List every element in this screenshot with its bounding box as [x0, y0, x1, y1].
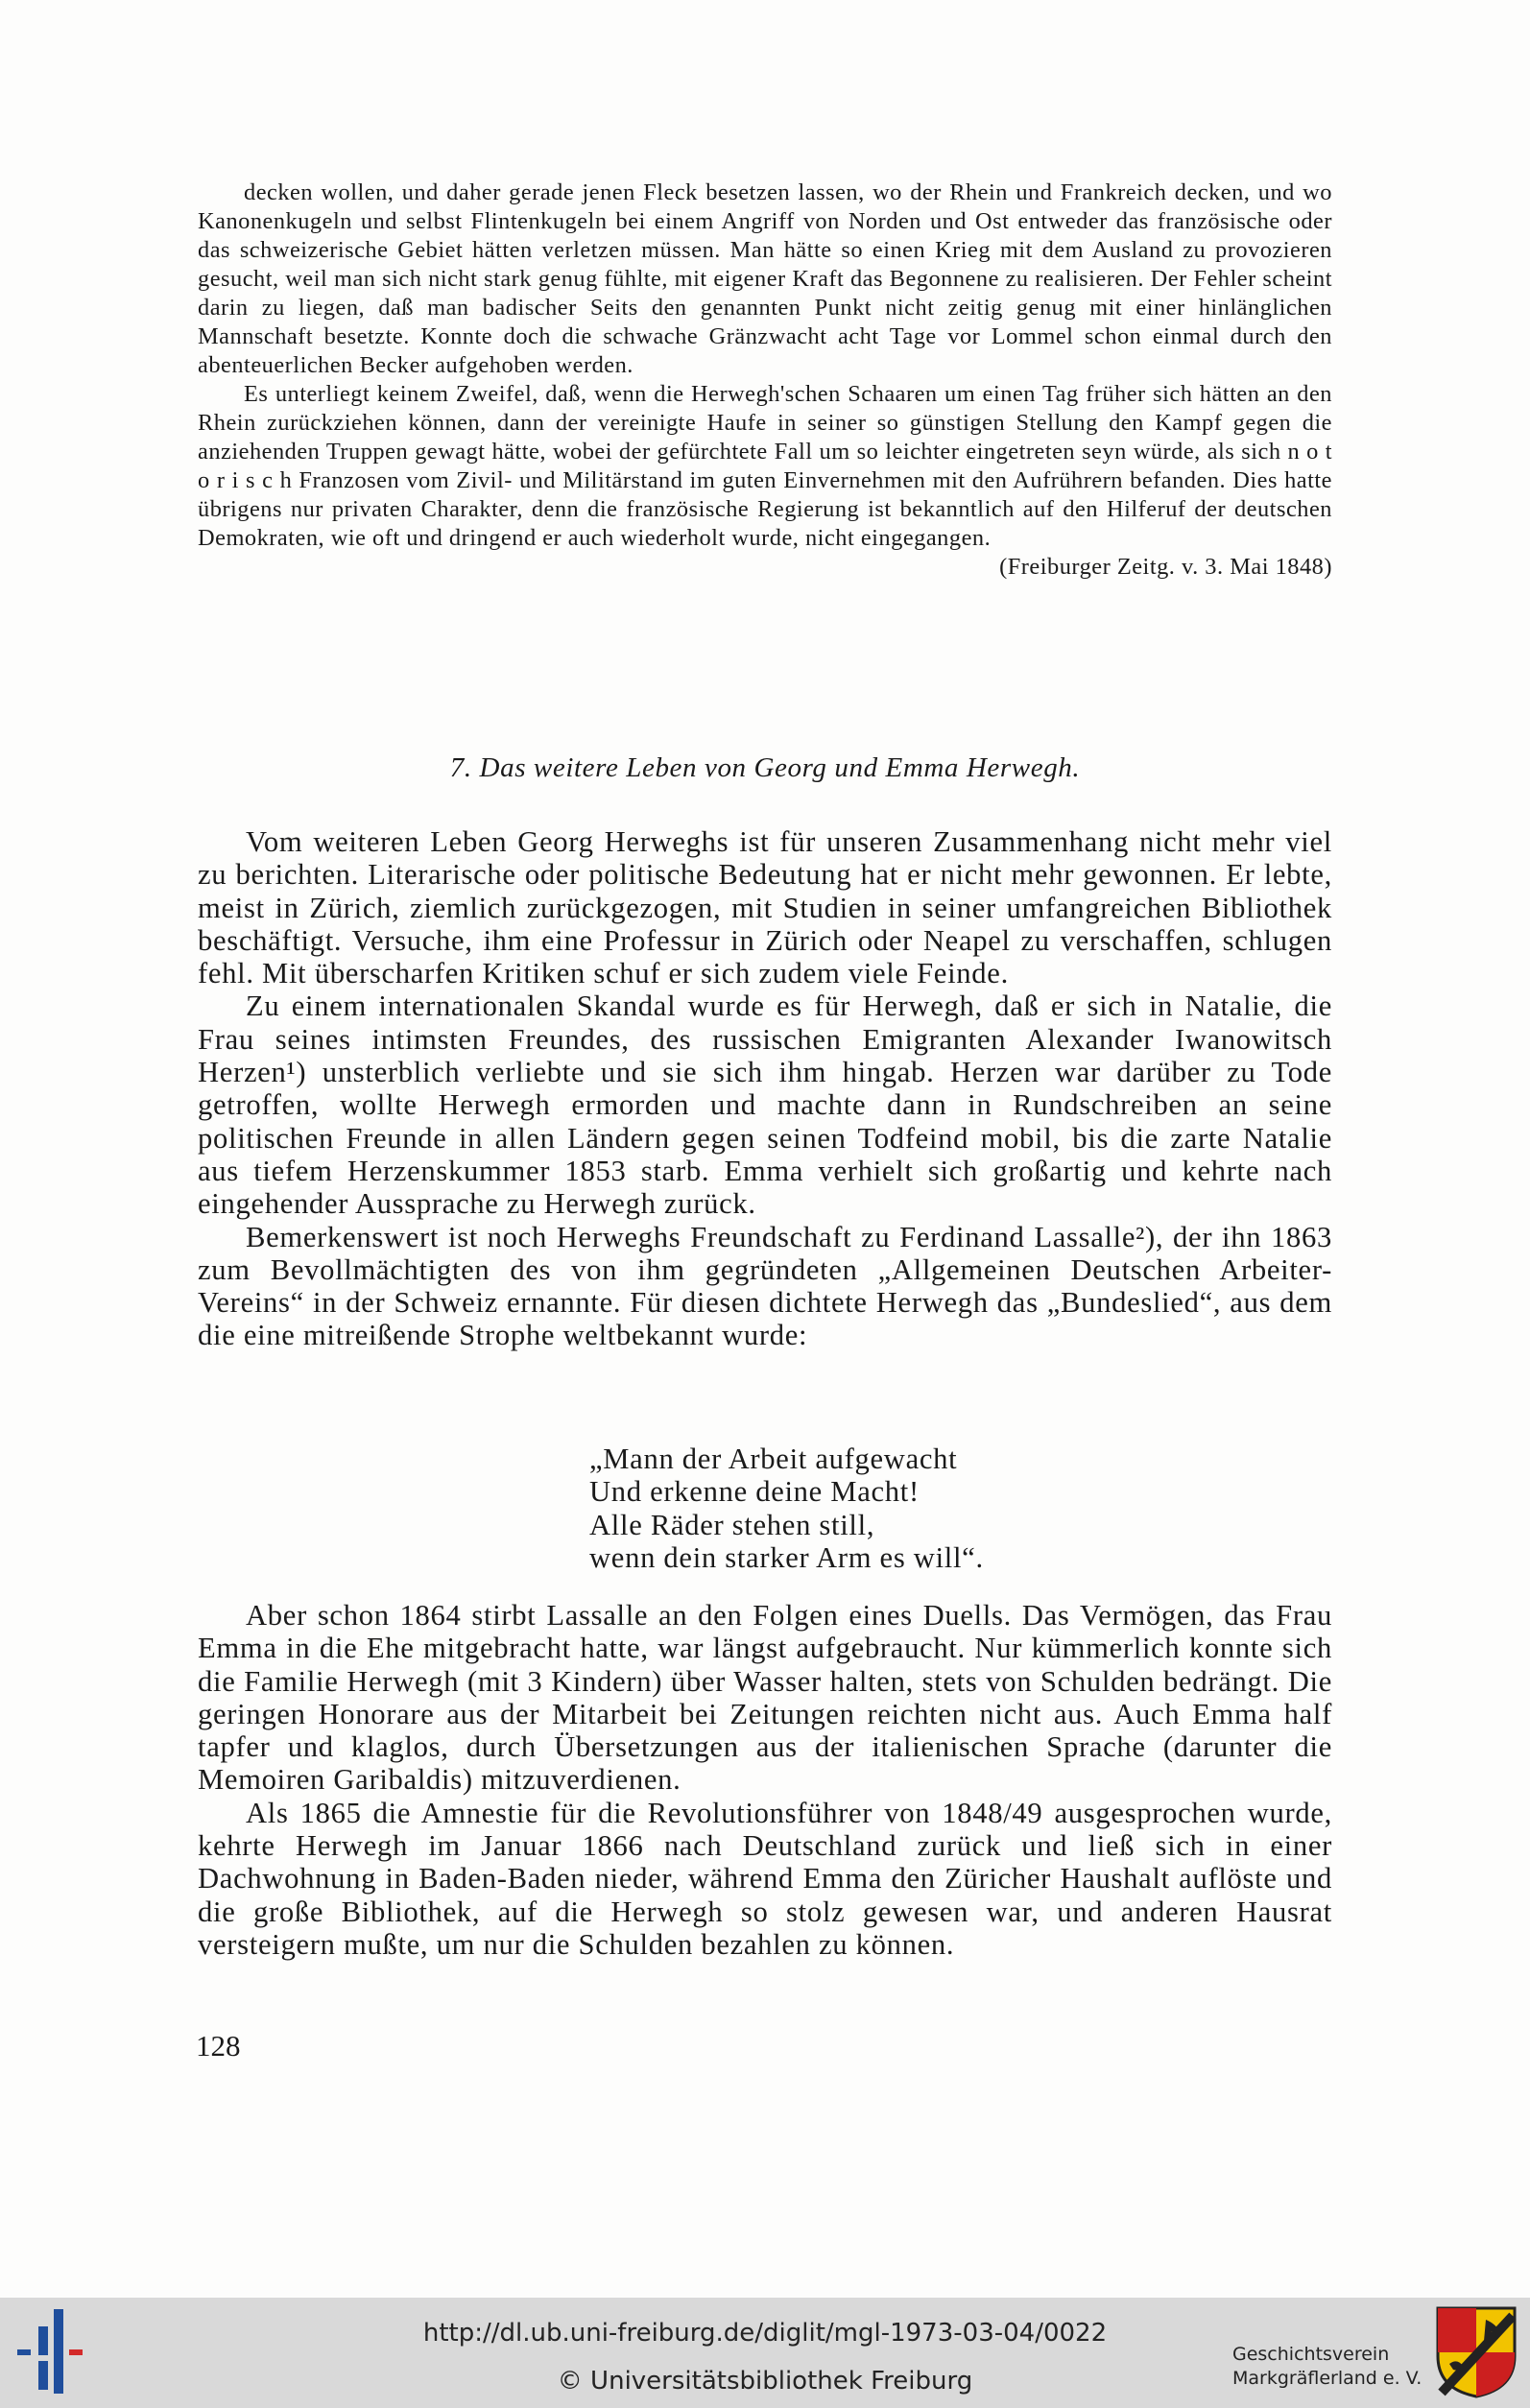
quote-paragraph-1: decken wollen, und daher gerade jenen Fleck besetzen lassen, wo der Rhein und Frankreich decken, und wo Kanonenkugeln und selbst Flintenkugeln bei einem Angriff von Norden und Ost entweder das französische oder das schweizerische Gebiet hätten verletzen müssen. Man hätte so einen Krieg mit dem Ausland zu provozieren gesucht, weil man sich nicht stark genug fühlte, mit eigener Kraft das Begonnene zu realisieren. Der Fehler scheint darin zu liegen, daß man badischer Seits den genannten Punkt nicht zeitig genug mit einer hinlänglichen Mannschaft besetzte. Konnte doch die schwache Gränzwacht acht Tage vor Lommel schon einmal durch den abenteuerlichen Becker aufgehoben werden. [198, 179, 1332, 378]
body-text-block-2 [198, 1599, 1332, 1961]
society-name [1232, 2343, 1422, 2391]
poem-line: „Mann der Arbeit aufgewacht [589, 1442, 958, 1475]
poem-stanza [589, 1442, 984, 1574]
section-heading: 7. Das weitere Leben von Georg und Emma Herwegh. [449, 752, 1081, 783]
body-paragraph: Aber schon 1864 stirbt Lassalle an den Folgen eines Duells. Das Vermögen, das Frau Emma in die Ehe mitgebracht hatte, war längst aufgebraucht. Nur kümmerlich konnte sich die Familie Herwegh (mit 3 Kindern) über Wasser halten, stets von Schulden bedrängt. Die geringen Honorare aus der Mitarbeit bei Zeitungen reichten nicht aus. Auch Emma half tapfer und klaglos, durch Übersetzungen aus der italienischen Sprache (darunter die Memoiren Garibaldis) mitzuverdienen. [198, 1599, 1332, 1797]
page-number: 128 [196, 2029, 241, 2062]
society-line-1: Geschichtsverein [1232, 2344, 1390, 2365]
body-paragraph: Bemerkenswert ist noch Herweghs Freundschaft zu Ferdinand Lassalle²), der ihn 1863 zum Bevollmächtigten des von ihm gegründeten „Allgemeinen Deutschen Arbeiter-Vereins“ in der Schweiz ernannte. Für diesen dichtete Herwegh das „Bundeslied“, aus dem die eine mitreißende Strophe weltbekannt wurde: [198, 1220, 1332, 1352]
body-text-block-1 [198, 825, 1332, 1352]
body-paragraph: Als 1865 die Amnestie für die Revolutionsführer von 1848/49 ausgesprochen wurde, kehrte Herwegh im Januar 1866 nach Deutschland zurück und ließ sich in einer Dachwohnung in Baden-Baden nieder, während Emma den Züricher Haushalt auflöste und die große Bibliothek, auf die Herwegh so stolz gewesen war, und anderen Hausrat versteigern mußte, um nur die Schulden bezahlen zu können. [198, 1796, 1332, 1961]
permalink-url[interactable]: http://dl.ub.uni-freiburg.de/diglit/mgl-1973-03-04/0022 [422, 2319, 1108, 2348]
copyright-notice: © Universitätsbibliothek Freiburg [557, 2367, 973, 2396]
body-paragraph: Vom weiteren Leben Georg Herweghs ist für unseren Zusammenhang nicht mehr viel zu berichten. Literarische oder politische Bedeutung hat er nicht mehr gewonnen. Er lebte, meist in Zürich, ziemlich zurückgezogen, mit Studien in seiner umfangreichen Bibliothek beschäftigt. Versuche, ihm eine Professur in Zürich oder Neapel zu verschaffen, schlugen fehl. Mit überscharfen Kritiken schuf er sich zudem viele Feinde. [198, 825, 1332, 990]
coat-of-arms-icon [1436, 2306, 1517, 2402]
poem-line: Und erkenne deine Macht! [589, 1475, 920, 1509]
society-line-2: Markgräflerland e. V. [1232, 2368, 1422, 2389]
poem-line: wenn dein starker Arm es will“. [589, 1540, 984, 1574]
poem-line: Alle Räder stehen still, [589, 1508, 875, 1541]
quoted-newspaper-text [198, 179, 1332, 582]
quote-source: (Freiburger Zeitg. v. 3. Mai 1848) [999, 554, 1332, 580]
body-paragraph: Zu einem internationalen Skandal wurde es für Herwegh, daß er sich in Natalie, die Frau seines intimsten Freundes, des russischen Emigranten Alexander Iwanowitsch Herzen¹) unsterblich verliebte und sie sich ihm hingab. Herzen war darüber zu Tode getroffen, wollte Herwegh ermorden und machte dann in Rundschreiben an seine politischen Freunde in allen Ländern gegen seinen Todfeind mobil, bis die zarte Natalie aus tiefem Herzenskummer 1853 starb. Emma verhielt sich großartig und kehrte nach eingehender Aussprache zu Herwegh zurück. [198, 989, 1332, 1221]
quote-paragraph-2: Es unterliegt keinem Zweifel, daß, wenn die Herwegh'schen Schaaren um einen Tag früher sich hätten an den Rhein zurückziehen können, dann der vereinigte Haufe in seiner so günstigen Stellung den Kampf gegen die anziehenden Truppen gewagt hätte, wobei der gefürchtete Fall um so leichter eingetreten seyn würde, als sich n o t o r i s c h Franzosen vom Zivil- und Militärstand im guten Einvernehmen mit den Aufrührern befanden. Dies hatte übrigens nur privaten Charakter, denn die französische Regierung ist bekanntlich auf den Hilferuf der deutschen Demokraten, wie oft und dringend er auch wiederholt wurde, nicht eingegangen. (Freiburger Zeitg. v. 3. Mai 1848) [198, 381, 1332, 580]
